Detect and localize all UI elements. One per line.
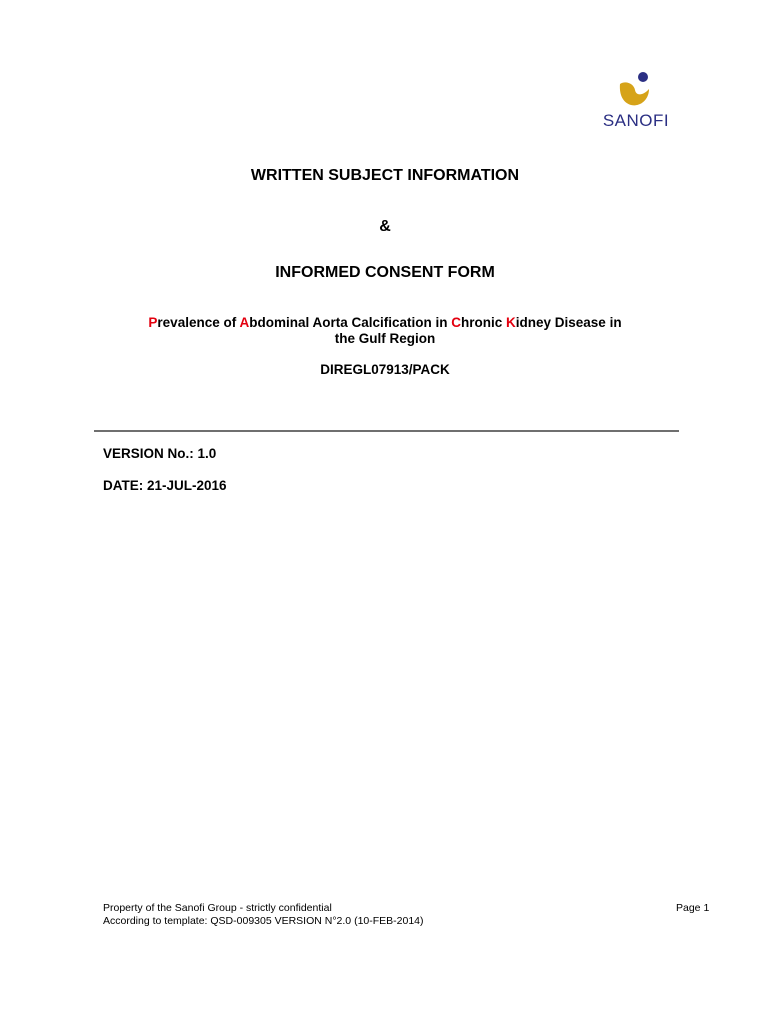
study-title-segment: revalence of — [157, 315, 240, 330]
sanofi-logo-text: SANOFI — [602, 111, 670, 130]
version-number: VERSION No.: 1.0 — [103, 446, 217, 461]
footer-template: According to template: QSD-009305 VERSION N°2.0 (10-FEB-2014) — [103, 915, 424, 927]
footer-text — [103, 902, 424, 928]
title-ampersand: & — [379, 218, 391, 235]
study-title-line-2: the Gulf Region — [334, 331, 436, 346]
study-title-segment: bdominal Aorta Calcification in — [249, 315, 452, 330]
sanofi-bird-icon — [616, 70, 656, 108]
protocol-code: DIREGL07913/PACK — [320, 362, 450, 377]
study-title-segment: idney Disease in — [515, 315, 622, 330]
study-title-segment: hronic — [461, 315, 507, 330]
study-title-initial-k: K — [506, 315, 516, 330]
horizontal-divider — [94, 430, 679, 432]
study-title-initial-p: P — [148, 315, 158, 330]
study-title-initial-a: A — [239, 315, 250, 330]
document-date: DATE: 21-JUL-2016 — [103, 478, 227, 493]
title-line-1: WRITTEN SUBJECT INFORMATION — [250, 167, 520, 184]
footer-confidentiality: Property of the Sanofi Group - strictly confidential — [103, 902, 332, 914]
sanofi-logo — [598, 70, 674, 132]
title-line-2: INFORMED CONSENT FORM — [275, 264, 495, 281]
study-title-initial-c: C — [451, 315, 461, 330]
page-number: Page 1 — [676, 902, 710, 914]
study-title-line-1 — [0, 314, 770, 331]
